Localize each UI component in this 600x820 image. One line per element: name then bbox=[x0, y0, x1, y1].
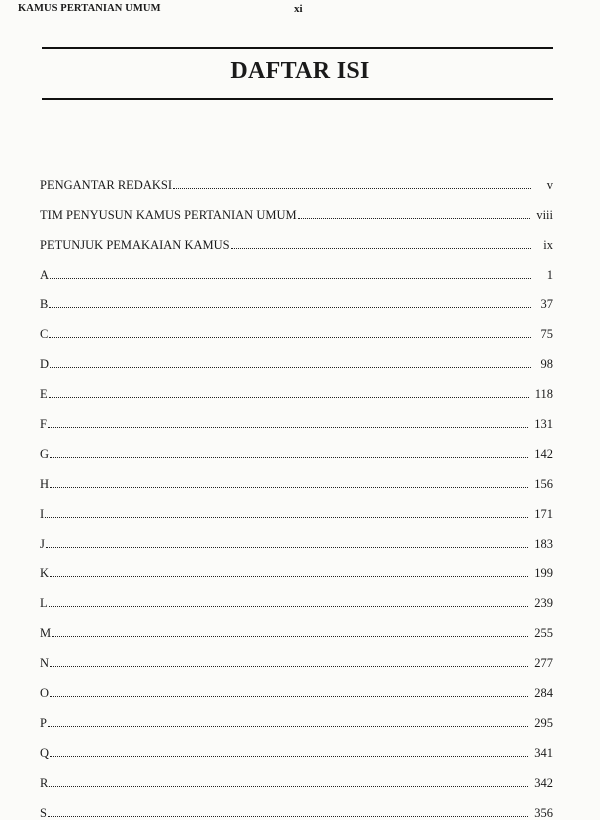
dot-leader bbox=[49, 786, 528, 787]
dot-leader bbox=[298, 218, 531, 219]
toc-entry-label: Q bbox=[40, 745, 50, 760]
toc-entry-label: M bbox=[40, 626, 52, 641]
toc-entry-page: 171 bbox=[534, 506, 553, 521]
dot-leader bbox=[50, 487, 528, 488]
toc-entry-page: 341 bbox=[534, 745, 553, 760]
dot-leader bbox=[50, 457, 528, 458]
toc-entry[interactable] bbox=[40, 401, 553, 431]
dot-leader bbox=[49, 606, 529, 607]
toc-entry-label: H bbox=[40, 476, 50, 491]
toc-entry-page: 255 bbox=[534, 626, 553, 641]
toc-entry-page: 342 bbox=[534, 775, 553, 790]
toc-entry-label: PENGANTAR REDAKSI bbox=[40, 177, 172, 192]
toc-entry-label: TIM PENYUSUN KAMUS PERTANIAN UMUM bbox=[40, 207, 297, 222]
toc-entry-page: 156 bbox=[534, 476, 553, 491]
toc-entry-label: E bbox=[40, 387, 48, 402]
toc-entry-label: G bbox=[40, 446, 50, 461]
toc-entry-page: ix bbox=[543, 237, 553, 252]
toc-entry-label: S bbox=[40, 805, 47, 820]
toc-entry[interactable] bbox=[40, 521, 553, 551]
toc-entry-label: A bbox=[40, 267, 50, 282]
toc-entry-page: 118 bbox=[534, 387, 553, 402]
toc-entry-label: J bbox=[40, 536, 45, 551]
toc-entry-label: D bbox=[40, 357, 50, 372]
toc-entry[interactable] bbox=[40, 640, 553, 670]
dot-leader bbox=[45, 517, 528, 518]
toc-entry-label: L bbox=[40, 596, 48, 611]
top-rule bbox=[42, 47, 553, 49]
running-head: KAMUS PERTANIAN UMUM bbox=[18, 3, 161, 14]
dot-leader bbox=[49, 337, 531, 338]
toc-entry[interactable] bbox=[40, 491, 553, 521]
toc-entry-label: I bbox=[40, 506, 45, 521]
toc-entry-page: 183 bbox=[534, 536, 553, 551]
dot-leader bbox=[50, 696, 528, 697]
toc-entry[interactable] bbox=[40, 282, 553, 312]
toc-entry[interactable] bbox=[40, 192, 553, 222]
toc-entry[interactable] bbox=[40, 461, 553, 491]
toc-entry[interactable] bbox=[40, 341, 553, 371]
dot-leader bbox=[50, 367, 531, 368]
toc-entry-label: B bbox=[40, 297, 49, 312]
page-title: DAFTAR ISI bbox=[230, 58, 370, 84]
toc-entry-label: C bbox=[40, 327, 49, 342]
dot-leader bbox=[48, 427, 528, 428]
toc-entry[interactable] bbox=[40, 790, 553, 820]
dot-leader bbox=[49, 307, 531, 308]
dot-leader bbox=[50, 666, 528, 667]
toc-entry-page: 239 bbox=[534, 596, 553, 611]
toc-entry-label: K bbox=[40, 566, 50, 581]
dot-leader bbox=[49, 397, 529, 398]
toc-entry[interactable] bbox=[40, 311, 553, 341]
toc-entry-label: N bbox=[40, 656, 50, 671]
toc-entry-page: 131 bbox=[534, 417, 553, 432]
toc-entry[interactable] bbox=[40, 222, 553, 252]
toc-entry-page: viii bbox=[536, 207, 553, 222]
toc-entry[interactable] bbox=[40, 610, 553, 640]
dot-leader bbox=[48, 816, 528, 817]
dot-leader bbox=[231, 248, 531, 249]
toc-entry[interactable] bbox=[40, 371, 553, 401]
toc-entry[interactable] bbox=[40, 760, 553, 790]
toc-entry[interactable] bbox=[40, 551, 553, 581]
toc-entry-label: F bbox=[40, 417, 47, 432]
toc-entry-label: P bbox=[40, 715, 47, 730]
toc-entry[interactable] bbox=[40, 670, 553, 700]
dot-leader bbox=[173, 188, 531, 189]
toc-entry-page: 1 bbox=[546, 267, 553, 282]
toc-entry[interactable] bbox=[40, 730, 553, 760]
toc-entry[interactable] bbox=[40, 431, 553, 461]
toc-entry-page: 142 bbox=[534, 446, 553, 461]
toc-entry-page: 98 bbox=[540, 357, 553, 372]
dot-leader bbox=[48, 726, 528, 727]
toc-entry-label: PETUNJUK PEMAKAIAN KAMUS bbox=[40, 237, 230, 252]
dot-leader bbox=[50, 278, 531, 279]
toc-entry-page: 277 bbox=[534, 656, 553, 671]
toc-entry-page: 356 bbox=[534, 805, 553, 820]
dot-leader bbox=[50, 576, 528, 577]
toc-entry-page: 75 bbox=[540, 327, 553, 342]
toc-entry[interactable] bbox=[40, 252, 553, 282]
toc-entry-label: O bbox=[40, 686, 50, 701]
dot-leader bbox=[52, 636, 528, 637]
page-number: xi bbox=[294, 3, 303, 15]
toc-entry-page: 37 bbox=[540, 297, 553, 312]
dot-leader bbox=[50, 756, 528, 757]
toc-entry-label: R bbox=[40, 775, 49, 790]
toc-entry-page: 284 bbox=[534, 686, 553, 701]
toc-entry[interactable] bbox=[40, 580, 553, 610]
bottom-rule bbox=[42, 98, 553, 100]
toc-entry-page: 295 bbox=[534, 715, 553, 730]
table-of-contents bbox=[40, 162, 553, 820]
toc-entry-page: v bbox=[546, 177, 553, 192]
toc-entry[interactable] bbox=[40, 700, 553, 730]
toc-entry[interactable] bbox=[40, 162, 553, 192]
toc-entry-page: 199 bbox=[534, 566, 553, 581]
dot-leader bbox=[46, 547, 528, 548]
